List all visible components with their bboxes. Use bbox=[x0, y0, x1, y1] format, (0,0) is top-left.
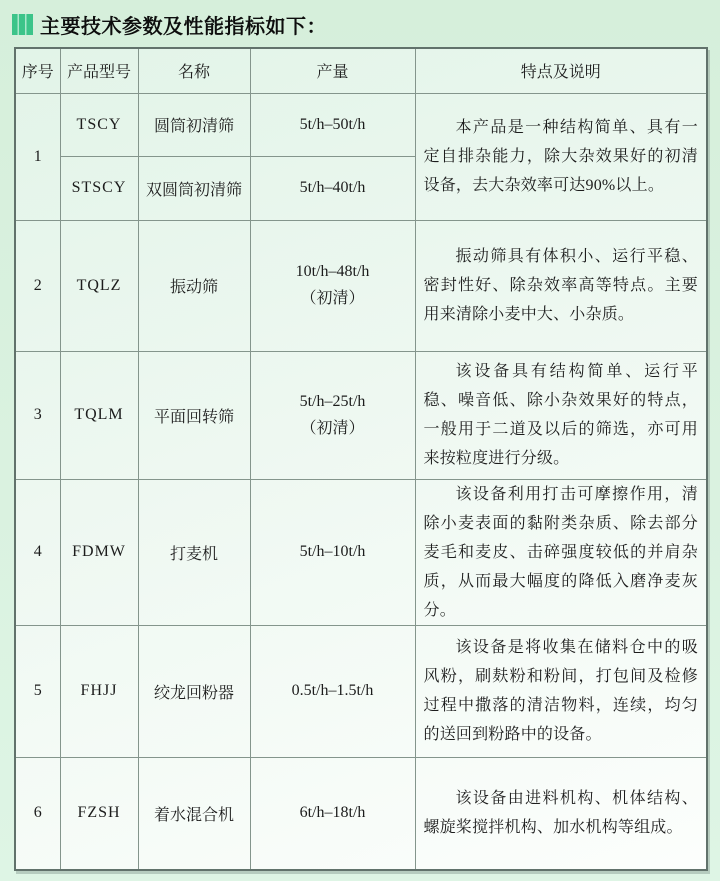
page-title: 主要技术参数及性能指标如下： bbox=[40, 15, 327, 38]
cell-name: 着水混合机 bbox=[138, 757, 250, 870]
cell-description bbox=[415, 220, 707, 351]
cell-output: 5t/h–50t/h bbox=[250, 93, 415, 156]
cell-output: 0.5t/h–1.5t/h bbox=[250, 625, 415, 757]
cell-name: 振动筛 bbox=[138, 220, 250, 351]
cell-output: 5t/h–10t/h bbox=[250, 479, 415, 625]
cell-model: FZSH bbox=[60, 757, 138, 870]
cell-output bbox=[250, 351, 415, 479]
output-note: （初清） bbox=[300, 419, 365, 437]
cell-output: 6t/h–18t/h bbox=[250, 757, 415, 870]
description-text: 该设备利用打击可摩擦作用，清除小麦表面的黏附类杂质、除去部分麦毛和麦皮、击碎强度较低的并肩杂质，从而最大幅度的降低入磨净麦灰分。 bbox=[423, 485, 698, 619]
table-row bbox=[15, 351, 707, 479]
section-title bbox=[0, 0, 720, 38]
table-row bbox=[15, 93, 707, 156]
header-model: 产品型号 bbox=[60, 48, 138, 93]
cell-name: 双圆筒初清筛 bbox=[138, 156, 250, 220]
cell-model: FHJJ bbox=[60, 625, 138, 757]
cell-description bbox=[415, 93, 707, 220]
cell-output bbox=[250, 220, 415, 351]
cell-name: 打麦机 bbox=[138, 479, 250, 625]
cell-serial: 5 bbox=[15, 625, 60, 757]
header-name: 名称 bbox=[138, 48, 250, 93]
cell-serial: 2 bbox=[15, 220, 60, 351]
description-text: 该设备是将收集在储料仓中的吸风粉，刷麸粉和粉间，打包间及检修过程中撒落的清洁物料，连续，均匀的送回到粉路中的设备。 bbox=[423, 639, 698, 743]
header-serial: 序号 bbox=[15, 48, 60, 93]
cell-serial: 4 bbox=[15, 479, 60, 625]
cell-name: 圆筒初清筛 bbox=[138, 93, 250, 156]
cell-description bbox=[415, 479, 707, 625]
cell-serial: 6 bbox=[15, 757, 60, 870]
description-text: 该设备由进料机构、机体结构、螺旋桨搅拌机构、加水机构等组成。 bbox=[423, 790, 698, 837]
cell-output: 5t/h–40t/h bbox=[250, 156, 415, 220]
output-note: （初清） bbox=[300, 290, 365, 307]
cell-serial: 1 bbox=[15, 93, 60, 220]
header-features: 特点及说明 bbox=[415, 48, 707, 93]
cell-model: TSCY bbox=[60, 93, 138, 156]
table-row bbox=[15, 479, 707, 625]
cell-name: 平面回转筛 bbox=[138, 351, 250, 479]
table-row bbox=[15, 220, 707, 351]
cell-description bbox=[415, 757, 707, 870]
spec-table bbox=[14, 47, 708, 871]
cell-model: FDMW bbox=[60, 479, 138, 625]
table-row bbox=[15, 625, 707, 757]
cell-model: TQLZ bbox=[60, 220, 138, 351]
output-value: 5t/h–25t/h bbox=[299, 392, 366, 410]
description-text: 本产品是一种结构简单、具有一定自排杂能力，除大杂效果好的初清设备，去大杂效率可达90%以上。 bbox=[423, 119, 698, 194]
green-stripes-icon bbox=[12, 14, 33, 35]
cell-model: STSCY bbox=[60, 156, 138, 220]
cell-name: 绞龙回粉器 bbox=[138, 625, 250, 757]
cell-description bbox=[415, 351, 707, 479]
table-row bbox=[15, 757, 707, 870]
description-text: 振动筛具有体积小、运行平稳、密封性好、除杂效率高等特点。主要用来清除小麦中大、小杂质。 bbox=[423, 248, 698, 323]
description-text: 该设备具有结构简单、运行平稳、噪音低、除小杂效果好的特点，一般用于二道及以后的筛选，亦可用来按粒度进行分级。 bbox=[423, 363, 698, 467]
output-value: 10t/h–48t/h bbox=[295, 263, 370, 280]
cell-model: TQLM bbox=[60, 351, 138, 479]
cell-serial: 3 bbox=[15, 351, 60, 479]
table-header-row bbox=[15, 48, 707, 93]
header-output: 产量 bbox=[250, 48, 415, 93]
cell-description bbox=[415, 625, 707, 757]
